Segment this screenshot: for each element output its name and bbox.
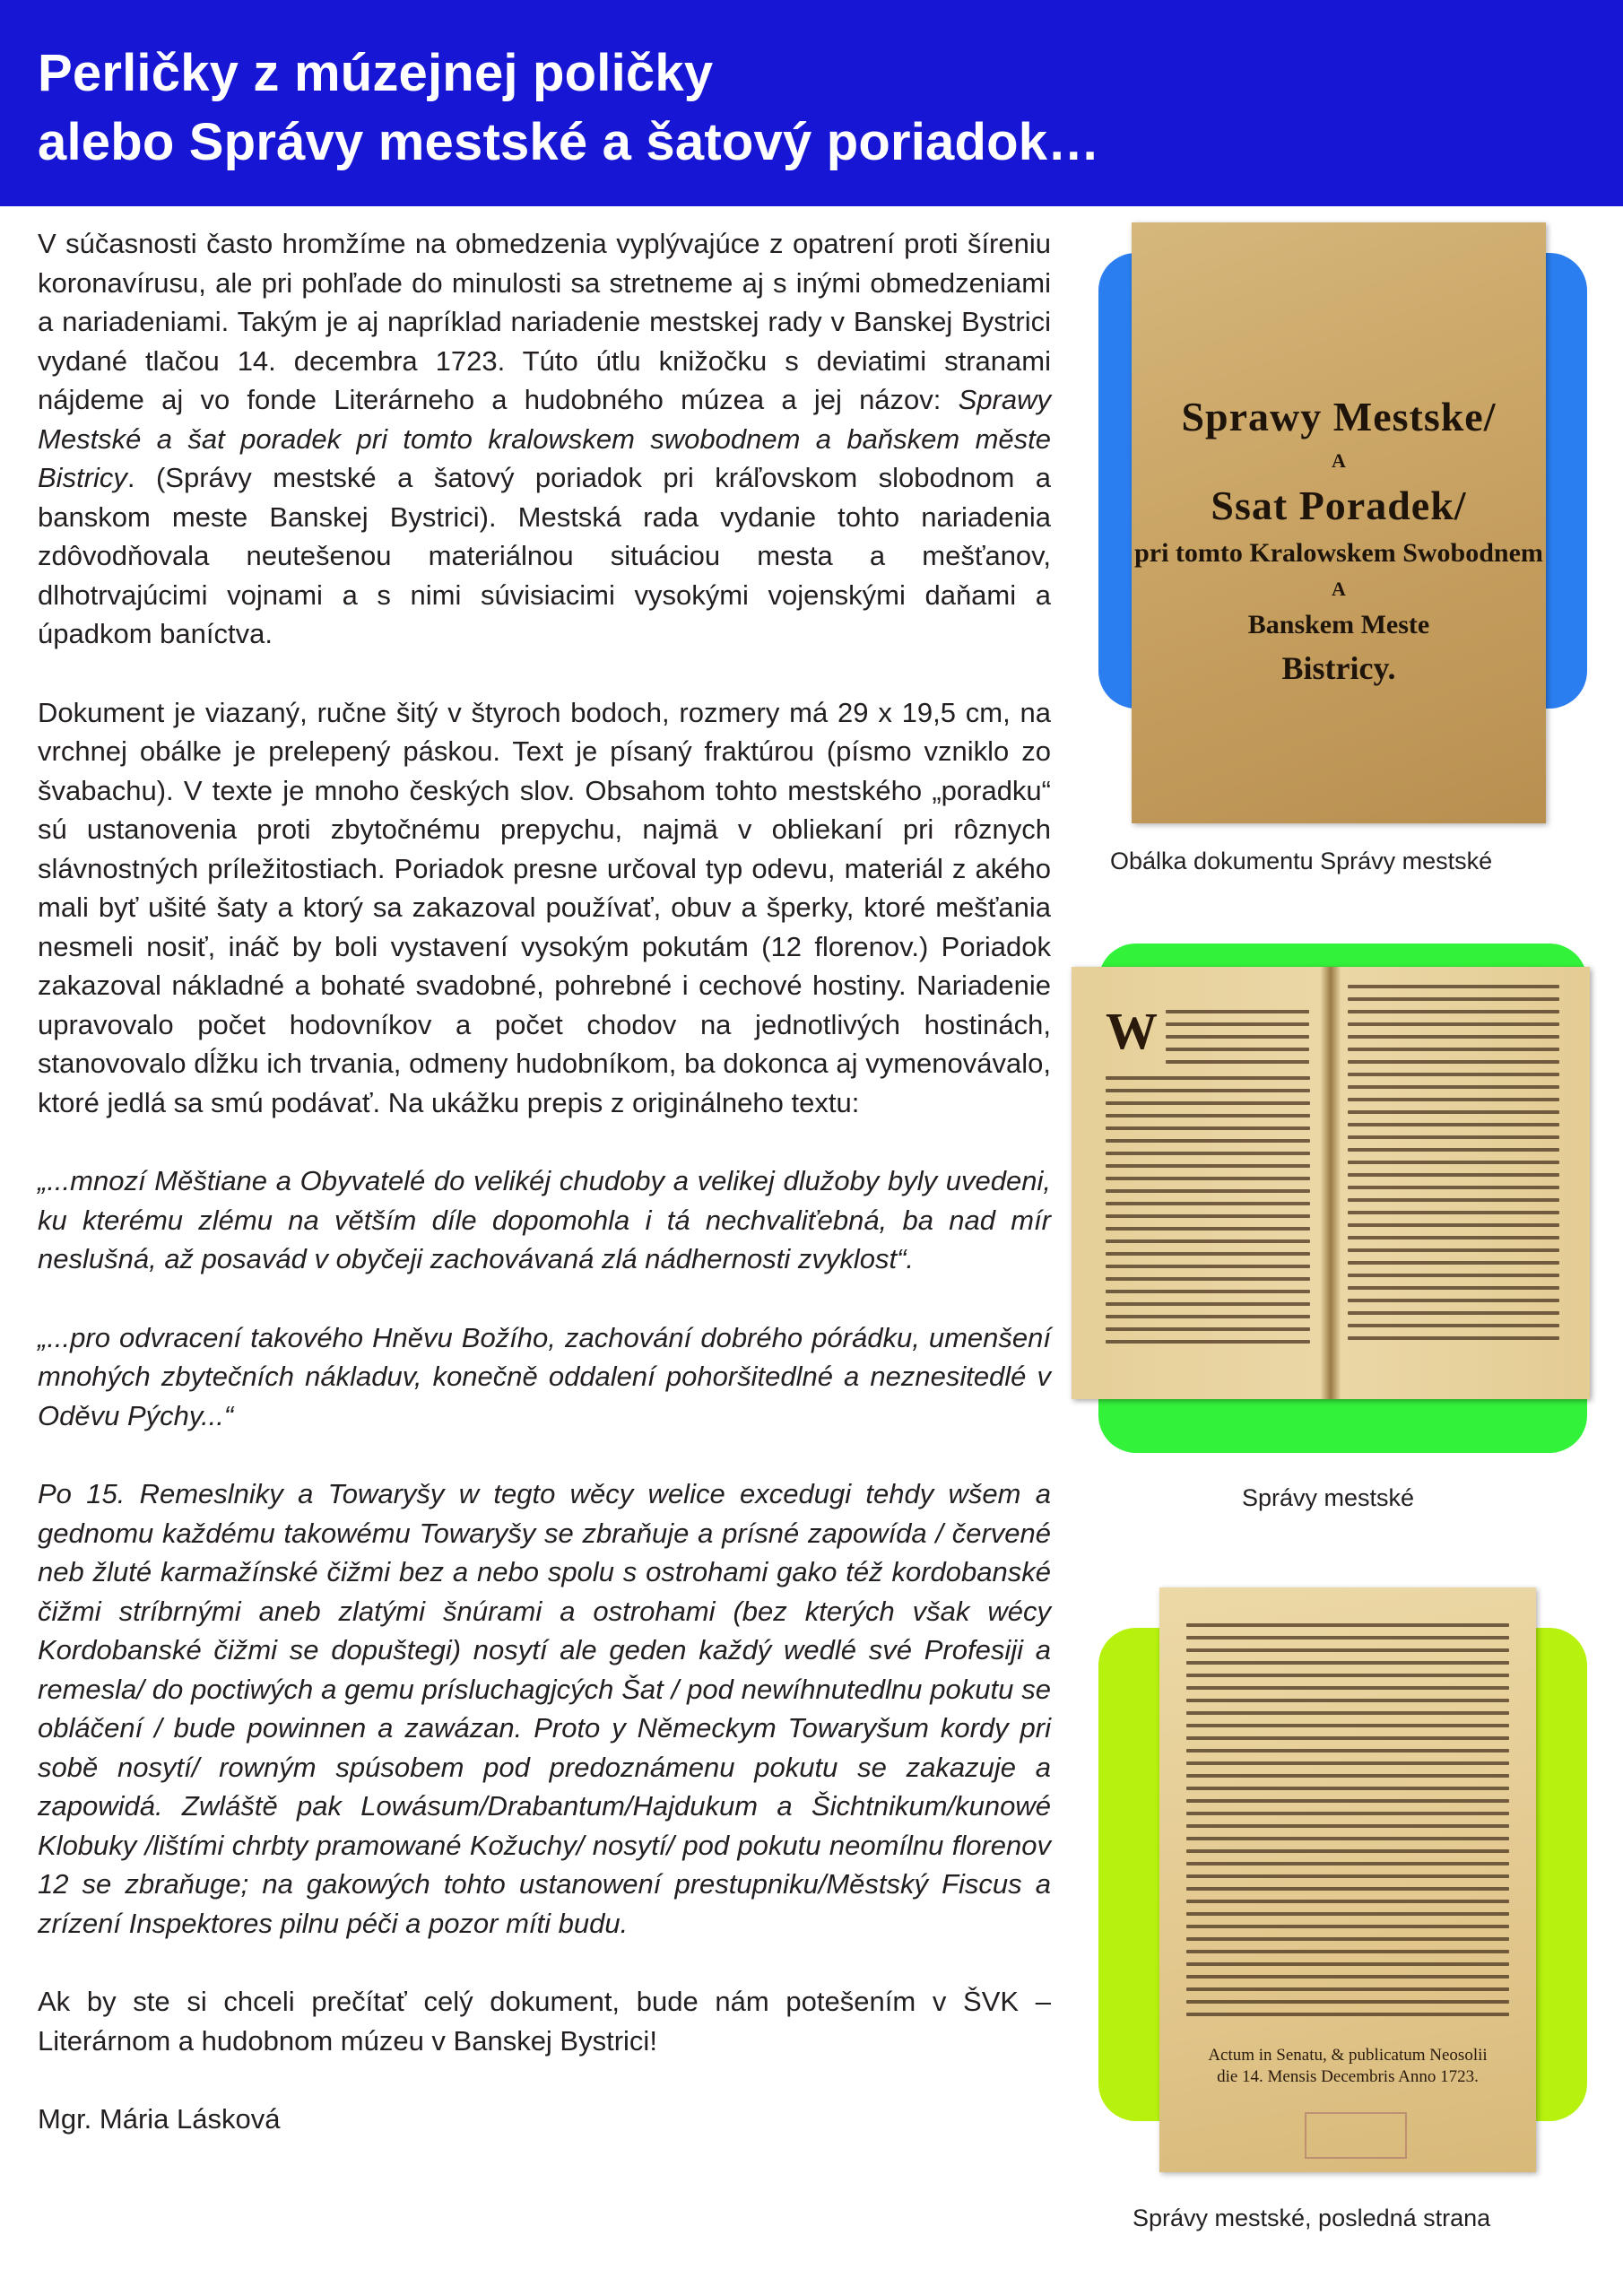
document-title-italic: Sprawy Mestské a šat poradek pri tomto kralowskem swobodnem a baňskem měste Bistricy	[38, 384, 1051, 493]
page-title-line-1: Perličky z múzejnej poličky	[38, 44, 714, 102]
cover-line-1: Sprawy Mestske/	[1181, 394, 1497, 439]
quote-2	[38, 1318, 1051, 1436]
imprint-line-1: Actum in Senatu, & publicatum Neosolii	[1208, 2046, 1488, 2065]
quote-2-text: „...pro odvracení takového Hněvu Božího, zachování dobrého pórádku, umenšení mnohých zbytečních nákladuv, konečně oddalení pohoršitedlné a neznesitedlé v Oděvu Pýchy...“	[38, 1321, 1051, 1431]
paragraph-intro-part-b: . (Správy mestské a šatový poriadok pri kráľovskom slobodnom a banskom meste Banskej Bystrici). Mestská rada vydanie tohto nariadenia zdôvodňovala neutešenou materiálnou situáciou mesta a mešťanov, dlhotrvajúcimi vojnami a s nimi súvisiacimi vysokými vojenskými daňami a úpadkom baníctva.	[38, 462, 1051, 649]
article-body	[38, 224, 1051, 2179]
quote-3-text: Po 15. Remeslniky a Towaryšy w tegto wěcy welice excedugi tehdy wšem a gednomu každému takowému Towaryšy se zbraňuje a prísné zapowída / červené neb žluté karmažínské čižmi bez a nebo spolu s ostrohami gako též kordobanské čižmi stríbrnými aneb zlatými šnúrami a ostrohami (bez kterých však wécy Kordobanské čižmi se dopuštegi) nosytí ale geden každý wedlé své Profesiji a remesla/ do poctiwých a gemu prísluchagjcých Šat / pod newíhnutedlnu pokutu se obláčení / bude powinnen a zawázan. Proto y Německym Towaryšum kordy pri sobě nosytí/ rowným spúsobem pod predoznámenu pokutu se zakazuje a zapowidá. Zwláště pak Lowásum/Drabantum/Hajdukum a Šichtnikum/kunowé Klobuky /lištími chrbty pramowané Kožuchy/ nosytí/ pod pokutu neomílnu florenov 12 se zbraňuge; na gakowých tohto ustanowení prestupniku/Městský Fiscus a zrízení Inspektores pilnu péči a pozor míti budu.	[38, 1478, 1051, 1939]
page-header	[0, 0, 1623, 206]
author: Mgr. Mária Lásková	[38, 2103, 281, 2135]
paragraph-intro-part-a: V súčasnosti často hromžíme na obmedzenia vyplývajúce z opatrení proti šíreniu koronavírusu, ale pri pohľade do minulosti sa stretneme aj s inými obmedzeniami a nariadeniami. Takým je aj napríklad nariadenie mestskej rady v Banskej Bystrici vydané tlačou 14. decembra 1723. Túto útlu knižočku s deviatimi stranami nájdeme aj vo fonde Literárneho a hudobného múzea a jej názov:	[38, 228, 1051, 415]
spread-right-text-lines	[1348, 985, 1559, 1349]
caption-last-page: Správy mestské, posledná strana	[1133, 2205, 1491, 2231]
spread-left-header-lines	[1166, 1010, 1309, 1073]
document-cover-image	[1132, 222, 1546, 823]
document-last-page-image	[1159, 1587, 1536, 2172]
quote-1	[38, 1161, 1051, 1279]
last-page-text-lines	[1186, 1623, 1509, 2025]
cover-line-6: Banskem Meste	[1247, 610, 1430, 639]
document-spread-image	[1072, 967, 1590, 1399]
cover-line-2: A	[1332, 449, 1346, 472]
caption-spread: Správy mestské	[1242, 1484, 1415, 1511]
page-title-line-2: alebo Správy mestské a šatový poriadok…	[38, 113, 1100, 171]
quote-3	[38, 1474, 1051, 1943]
paragraph-intro	[38, 224, 1051, 654]
paragraph-description: Dokument je viazaný, ručne šitý v štyroch bodoch, rozmery má 29 x 19,5 cm, na vrchnej obálke je prelepený páskou. Text je písaný fraktúrou (písmo vzniklo zo švabachu). V texte je mnoho českých slov. Obsahom tohto mestského „poradku“ sú ustanovenia proti zbytočnému prepychu, najmä v obliekaní pri rôznych slávnostných príležitostiach. Poriadok presne určoval typ odevu, materiál z akého mali byť ušité šaty a ktorý sa zakazoval používať, obuv a šperky, ktoré mešťania nesmeli nosiť, ináč by boli vystavení vysokým pokutám (12 florenov.) Poriadok zakazoval nákladné a bohaté svadobné, pohrebné i cechové hostiny. Nariadenie upravovalo počet hodovníkov a počet chodov na jednotlivých hostinách, stanovovalo dĺžku ich trvania, odmeny hudobníkom, ba dokonca aj vymenovávalo, ktoré jedlá sa smú podávať. Na ukážku prepis z originálneho textu:	[38, 696, 1051, 1118]
decorated-initial: W	[1106, 1002, 1158, 1060]
quote-1-text: „...mnozí Měštiane a Obyvatelé do velikéj chudoby a velikej dlužoby byly uvedeni, ku kterému zlému na větším díle dopomohla i tá nechvaliťebná, ba nad mír neslušná, až posavád v obyčeji zachovávaná zlá nádhernosti zvyklost“.	[38, 1165, 1051, 1274]
cover-line-4: pri tomto Kralowskem Swobodnem	[1134, 538, 1543, 568]
last-page-imprint	[1159, 2045, 1536, 2088]
cover-line-7: Bistricy.	[1281, 650, 1396, 686]
spread-left-text-lines	[1106, 1076, 1310, 1352]
paragraph-invitation: Ak by ste si chceli prečítať celý dokument, bude nám potešením v ŠVK – Literárnom a hudobnom múzeu v Banskej Bystrici!	[38, 1986, 1051, 2057]
cover-line-3: Ssat Poradek/	[1211, 483, 1467, 528]
cover-title	[1132, 393, 1546, 696]
library-stamp	[1305, 2112, 1407, 2159]
caption-cover: Obálka dokumentu Správy mestské	[1110, 848, 1493, 874]
imprint-line-2: die 14. Mensis Decembris Anno 1723.	[1217, 2067, 1479, 2086]
cover-line-5: A	[1332, 578, 1346, 600]
